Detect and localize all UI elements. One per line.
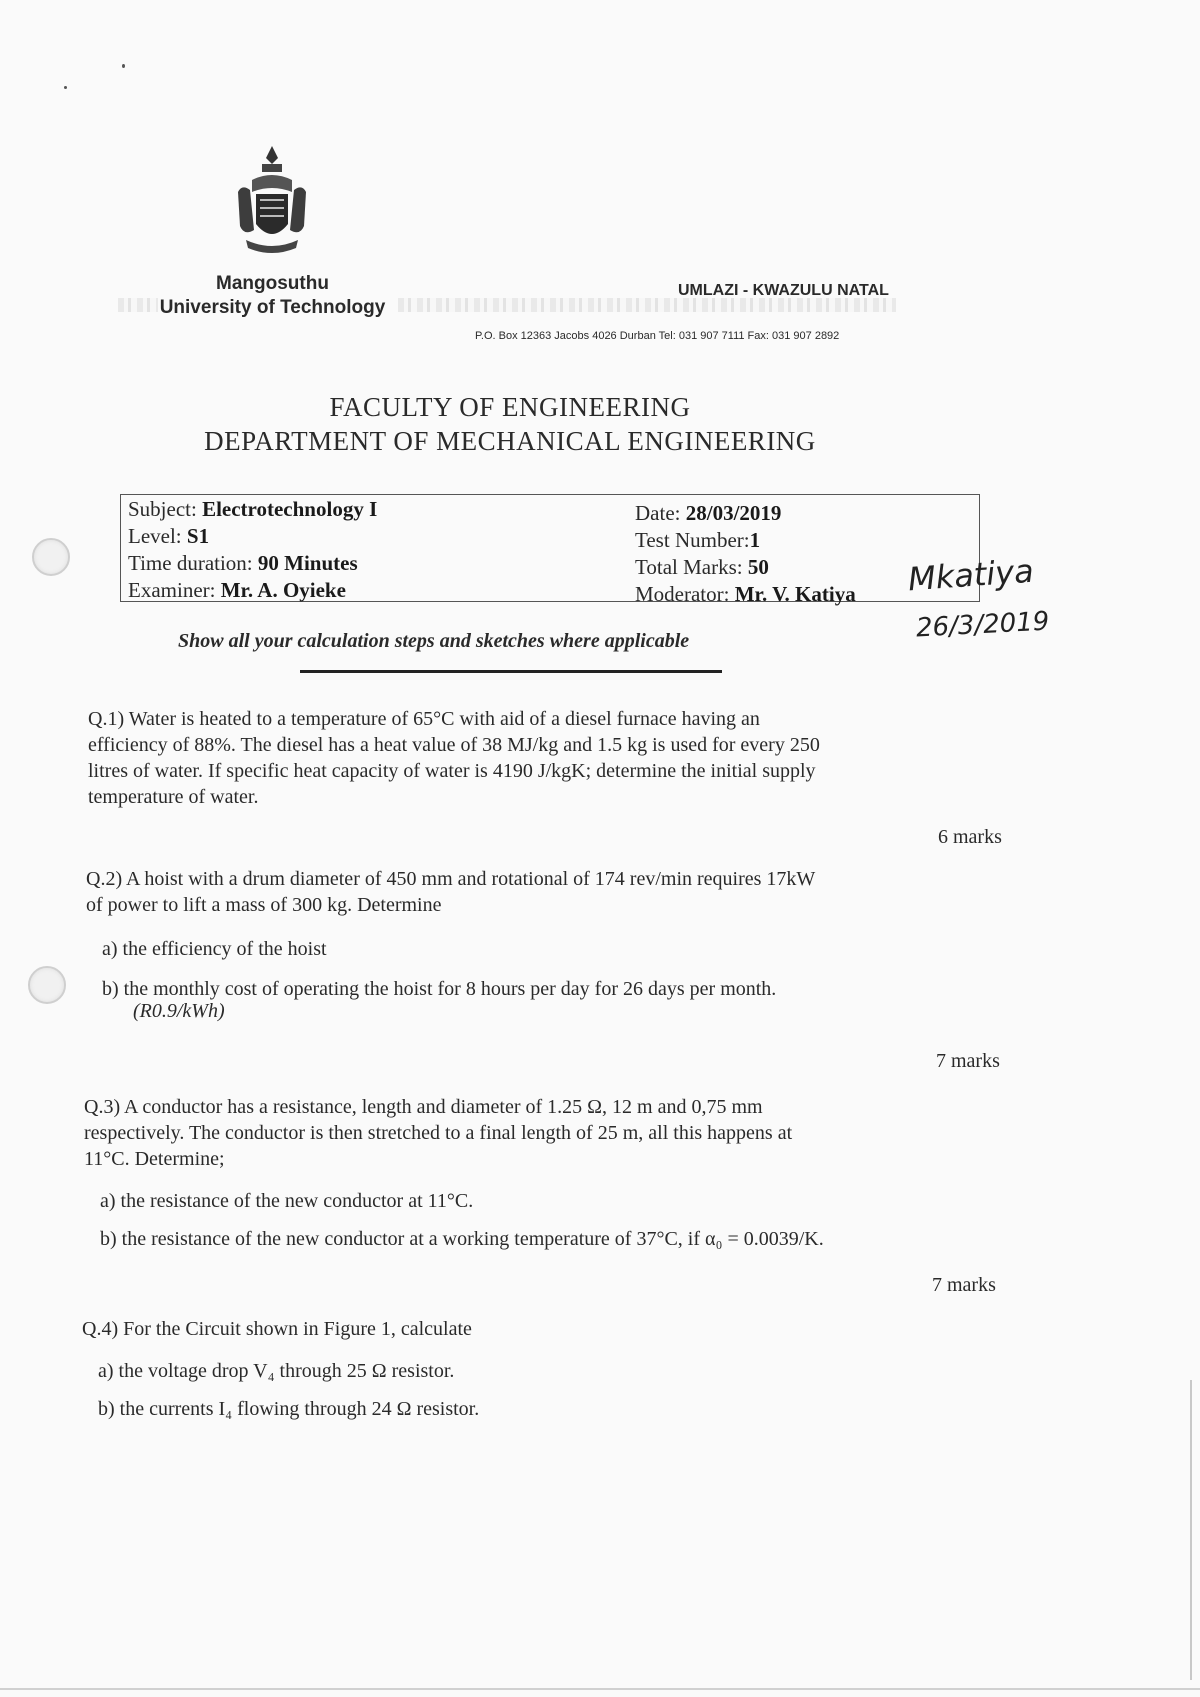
- question-2-part-b: b) the monthly cost of operating the hoist for 8 hours per day for 26 days per month.: [102, 978, 777, 1000]
- exam-info-right: [635, 500, 856, 608]
- duration-line: Time duration: 90 Minutes: [128, 551, 358, 575]
- subject-line: Subject: Electrotechnology I: [128, 497, 378, 521]
- decorative-strip: [118, 298, 158, 312]
- test-number-line: Test Number:1: [635, 528, 761, 552]
- question-1: Q.1) Water is heated to a temperature of 65°C with aid of a diesel furnace having an efficiency of 88%. The diesel has a heat value of 38 MJ/kg and 1.5 kg is used for every 250 litres of water. If specific heat capacity of water is 4190 J/kgK; determine the initial supply temperature of water.: [88, 708, 820, 808]
- divider-rule: [300, 670, 722, 673]
- scan-edge: [0, 1688, 1200, 1690]
- scan-speck: [122, 64, 125, 68]
- level-line: Level: S1: [128, 524, 210, 548]
- question-2-part-a: a) the efficiency of the hoist: [102, 938, 327, 960]
- moderator-signature: Mkatiya: [906, 551, 1035, 599]
- date-line: Date: 28/03/2019: [635, 501, 782, 525]
- question-4-part-a: a) the voltage drop V₄ through 25 Ω resistor.: [98, 1360, 455, 1382]
- moderator-line: Moderator: Mr. V. Katiya: [635, 582, 856, 606]
- address-text: P.O. Box 12363 Jacobs 4026 Durban Tel: 031 907 7111 Fax: 031 907 2892: [475, 330, 840, 342]
- punch-hole: [28, 966, 66, 1004]
- question-2: Q.2) A hoist with a drum diameter of 450 mm and rotational of 174 rev/min requires 17kW of power to lift a mass of 300 kg. Determine: [86, 868, 816, 916]
- signature-date: 26/3/2019: [915, 606, 1051, 644]
- total-marks-line: Total Marks: 50: [635, 555, 769, 579]
- question-1-marks: 6 marks: [938, 826, 1002, 848]
- location-text: UMLAZI - KWAZULU NATAL: [678, 282, 889, 299]
- question-3: Q.3) A conductor has a resistance, length and diameter of 1.25 Ω, 12 m and 0,75 mm respectively. The conductor is then stretched to a final length of 25 m, all this happens at 11°C. Determine;: [84, 1096, 793, 1170]
- question-2-marks: 7 marks: [936, 1050, 1000, 1072]
- university-name-line2: University of Technology: [159, 297, 386, 318]
- scan-speck: [64, 86, 67, 89]
- exam-info-left: [128, 496, 377, 604]
- question-3-part-a: a) the resistance of the new conductor at 11°C.: [100, 1190, 474, 1212]
- faculty-title: FACULTY OF ENGINEERING: [329, 392, 691, 422]
- punch-hole: [32, 538, 70, 576]
- decorative-strip: [398, 298, 896, 312]
- university-name-line1: Mangosuthu: [216, 273, 329, 294]
- question-3-marks: 7 marks: [932, 1274, 996, 1296]
- question-4-part-b: b) the currents I₄ flowing through 24 Ω resistor.: [98, 1398, 480, 1420]
- coat-of-arms-icon: [232, 140, 312, 265]
- instruction-text: Show all your calculation steps and sketches where applicable: [178, 630, 690, 652]
- question-3-part-b: b) the resistance of the new conductor at a working temperature of 37°C, if α₀ = 0.0039/K.: [100, 1228, 824, 1250]
- scan-edge: [1190, 1380, 1192, 1680]
- question-4: Q.4) For the Circuit shown in Figure 1, calculate: [82, 1318, 472, 1340]
- department-title: DEPARTMENT OF MECHANICAL ENGINEERING: [204, 426, 816, 456]
- examiner-line: Examiner: Mr. A. Oyieke: [128, 578, 346, 602]
- question-2-rate-note: (R0.9/kWh): [133, 1000, 225, 1022]
